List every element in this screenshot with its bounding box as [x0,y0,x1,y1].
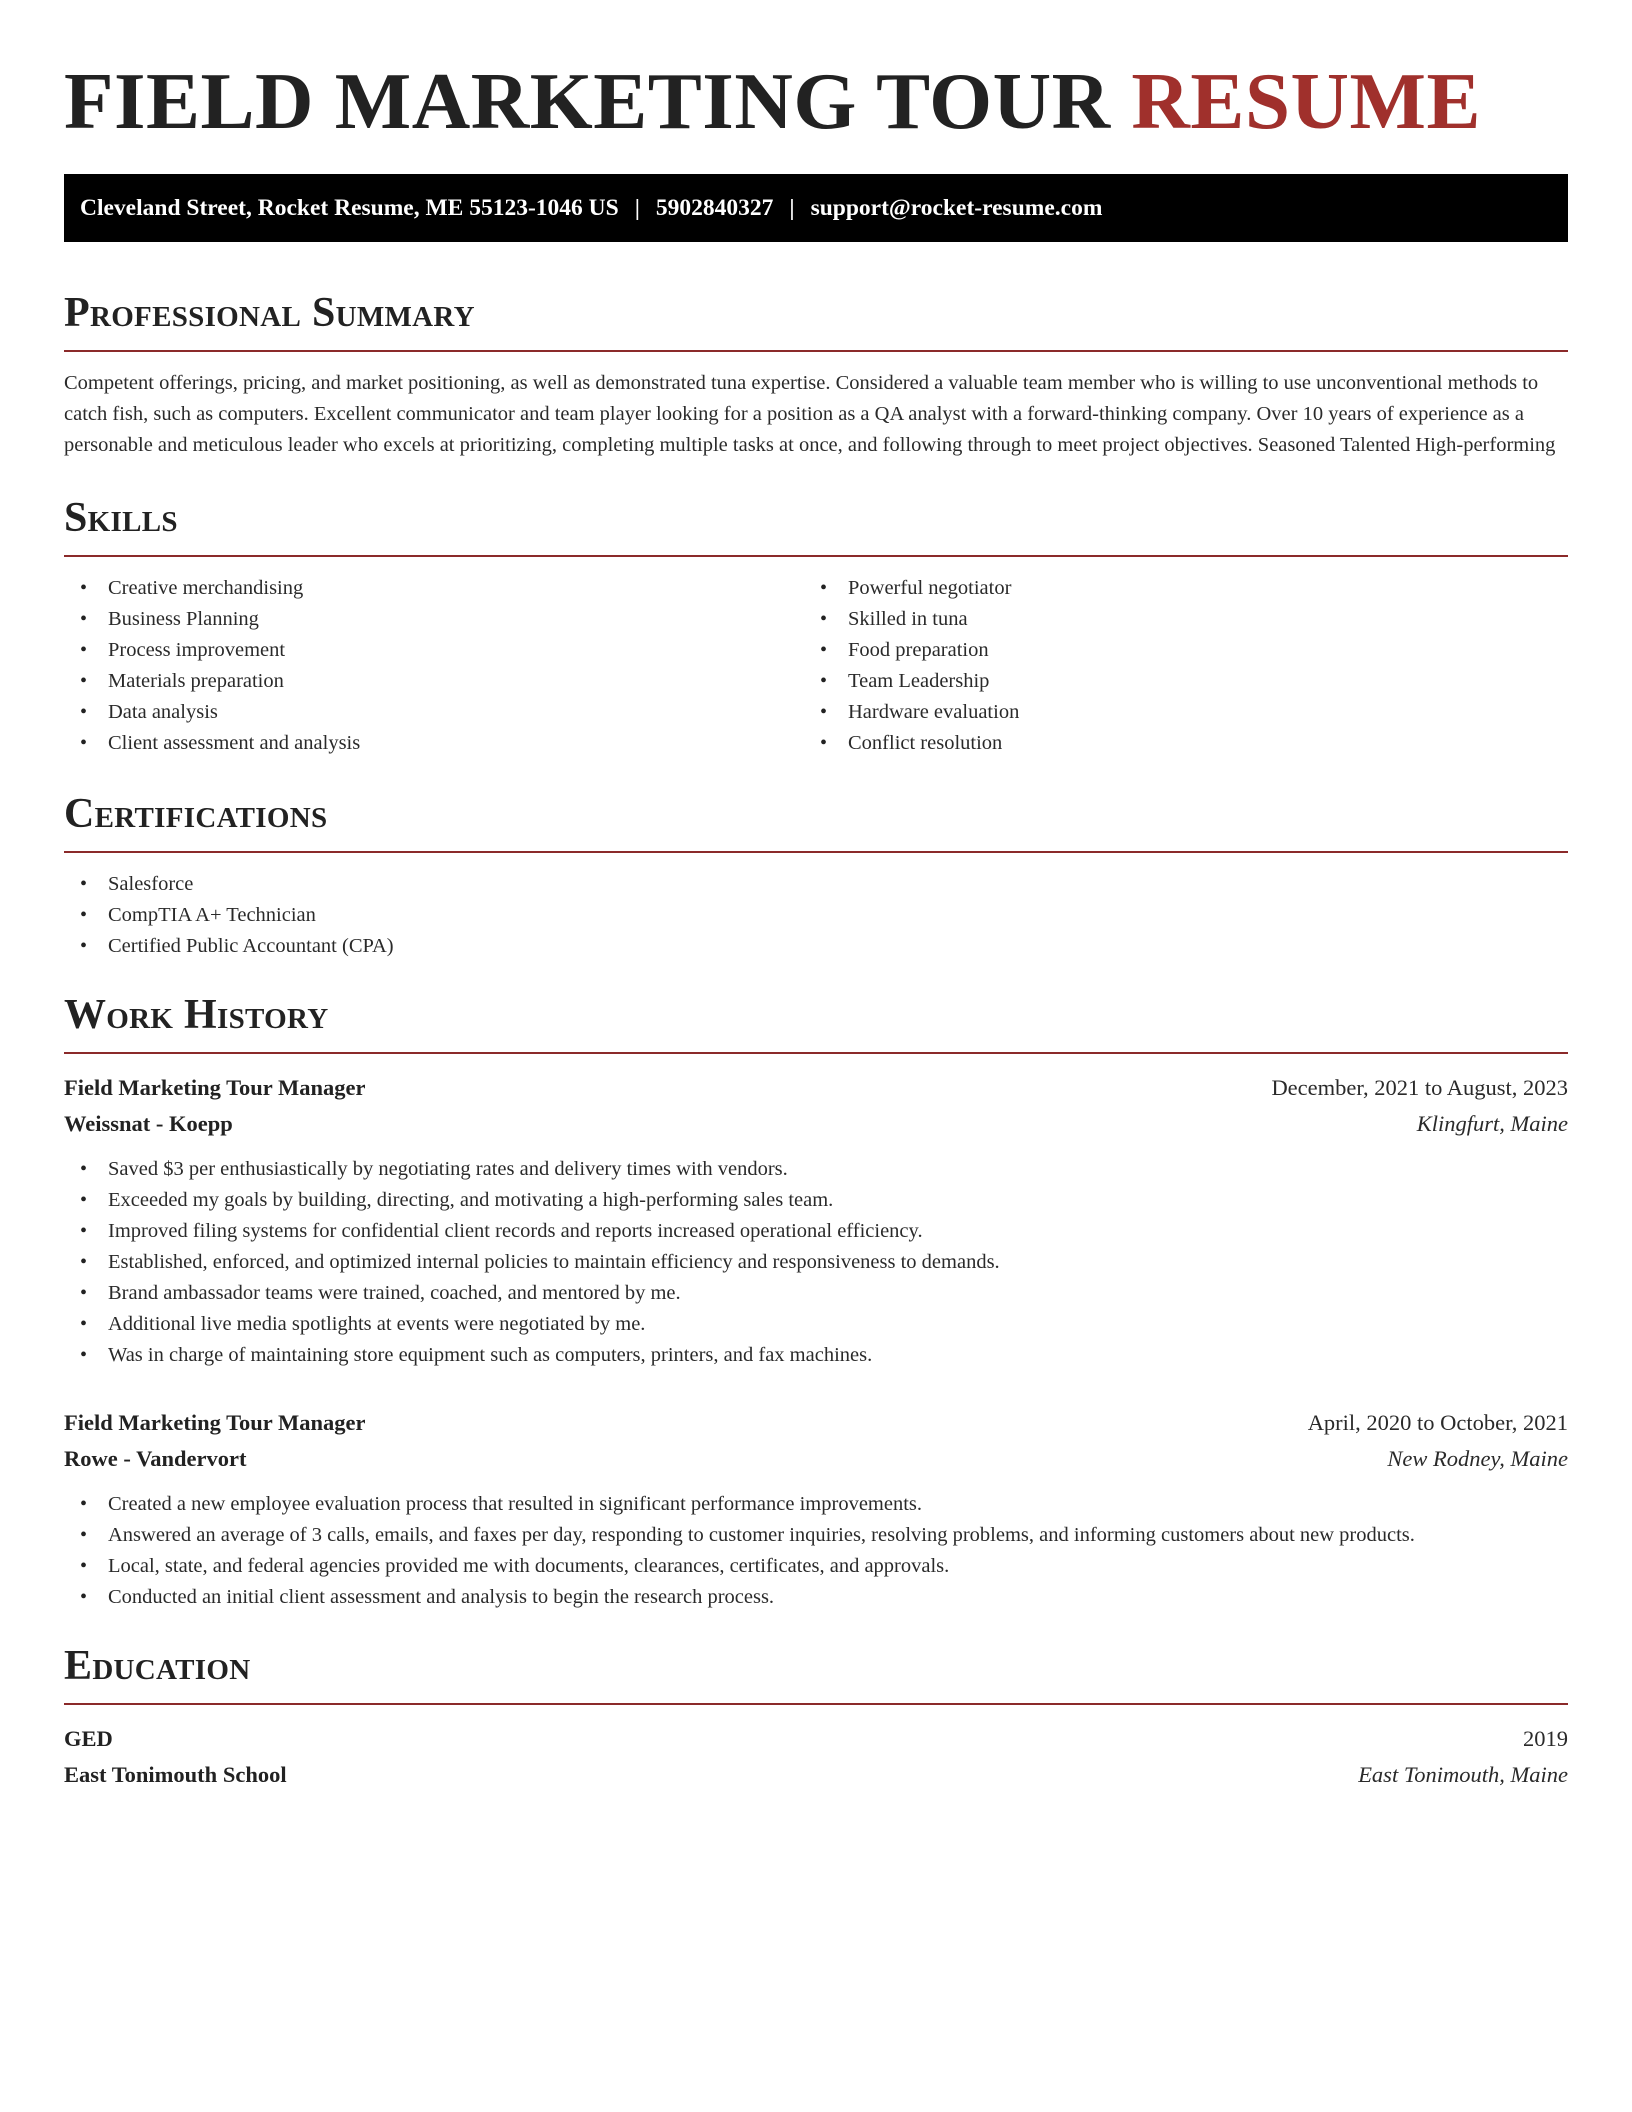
education-section [64,1641,1568,1793]
skill-item: • Materials preparation [64,666,804,697]
resume-title [64,0,1568,146]
contact-bar [64,174,1568,242]
skill-item: • Creative merchandising [64,573,804,604]
certifications-heading: Certifications [64,789,1568,853]
contact-separator: | [789,194,795,221]
job-bullet: • Created a new employee evaluation process that resulted in significant performance improvements. [64,1489,1568,1520]
education-school-row [64,1757,1568,1793]
education-school: East Tonimouth School [64,1762,287,1787]
job-dates: December, 2021 to August, 2023 [1271,1075,1568,1100]
job-bullet: • Established, enforced, and optimized internal policies to maintain efficiency and responsiveness to demands. [64,1247,1568,1278]
skills-list-right [804,573,1544,759]
skills-heading: Skills [64,493,1568,557]
job-company: Rowe - Vandervort [64,1446,247,1471]
job-header-row [64,1405,1568,1441]
job-bullet: • Was in charge of maintaining store equipment such as computers, printers, and fax machines. [64,1340,1568,1371]
job-title: Field Marketing Tour Manager [64,1410,366,1435]
education-header-row [64,1721,1568,1757]
skill-item: • Conflict resolution [804,728,1544,759]
job-bullet: • Conducted an initial client assessment and analysis to begin the research process. [64,1582,1568,1613]
work-history-section [64,990,1568,1613]
certification-item: • CompTIA A+ Technician [64,900,1568,931]
title-main: FIELD MARKETING TOUR [64,56,1111,146]
job-entry [64,1405,1568,1613]
education-entry [64,1721,1568,1793]
skill-item: • Food preparation [804,635,1544,666]
job-header-row [64,1070,1568,1106]
skills-list-left [64,573,804,759]
job-bullet: • Brand ambassador teams were trained, coached, and mentored by me. [64,1278,1568,1309]
education-heading: Education [64,1641,1568,1705]
contact-separator: | [634,194,640,221]
skills-columns [64,573,1568,759]
job-company-row [64,1106,1568,1142]
certifications-list [64,869,1568,962]
skill-item: • Client assessment and analysis [64,728,804,759]
skill-item: • Hardware evaluation [804,697,1544,728]
job-bullets [64,1154,1568,1371]
certification-item: • Certified Public Accountant (CPA) [64,931,1568,962]
contact-phone: 5902840327 [655,194,774,221]
education-degree: GED [64,1726,113,1751]
summary-text: Competent offerings, pricing, and market positioning, as well as demonstrated tuna expertise. Considered a valuable team member who is willing to use unconventional methods to catch fish, such as computers. Excellent communicator and team player looking for a position as a QA analyst with a forward-thinking company. Over 10 years of experience as a personable and meticulous leader who excels at prioritizing, completing multiple tasks at once, and following through to meet project objectives. Seasoned Talented High-performing [64,372,1556,456]
skill-item: • Business Planning [64,604,804,635]
job-location: New Rodney, Maine [1387,1446,1568,1471]
job-bullets [64,1489,1568,1613]
education-location: East Tonimouth, Maine [1358,1762,1568,1787]
job-company-row [64,1441,1568,1477]
skill-item: • Data analysis [64,697,804,728]
certifications-section [64,789,1568,962]
title-accent: RESUME [1131,56,1481,146]
skill-item: • Process improvement [64,635,804,666]
skill-item: • Skilled in tuna [804,604,1544,635]
skills-section [64,493,1568,759]
job-title: Field Marketing Tour Manager [64,1075,366,1100]
skill-item: • Team Leadership [804,666,1544,697]
job-bullet: • Answered an average of 3 calls, emails, and faxes per day, responding to customer inquiries, resolving problems, and informing customers about new products. [64,1520,1568,1551]
work-history-heading: Work History [64,990,1568,1054]
education-year: 2019 [1523,1726,1568,1751]
job-bullet: • Additional live media spotlights at events were negotiated by me. [64,1309,1568,1340]
skill-item: • Powerful negotiator [804,573,1544,604]
contact-email[interactable]: support@rocket-resume.com [810,194,1103,221]
job-bullet: • Exceeded my goals by building, directing, and motivating a high-performing sales team. [64,1185,1568,1216]
job-bullet: • Saved $3 per enthusiastically by negotiating rates and delivery times with vendors. [64,1154,1568,1185]
job-bullet: • Local, state, and federal agencies provided me with documents, clearances, certificates, and approvals. [64,1551,1568,1582]
job-location: Klingfurt, Maine [1416,1111,1568,1136]
contact-address: Cleveland Street, Rocket Resume, ME 55123-1046 US [80,194,619,221]
job-dates: April, 2020 to October, 2021 [1307,1410,1568,1435]
job-entry [64,1070,1568,1371]
summary-heading: Professional Summary [64,288,1568,352]
certification-item: • Salesforce [64,869,1568,900]
summary-section [64,288,1568,461]
job-company: Weissnat - Koepp [64,1111,233,1136]
job-bullet: • Improved filing systems for confidential client records and reports increased operational efficiency. [64,1216,1568,1247]
